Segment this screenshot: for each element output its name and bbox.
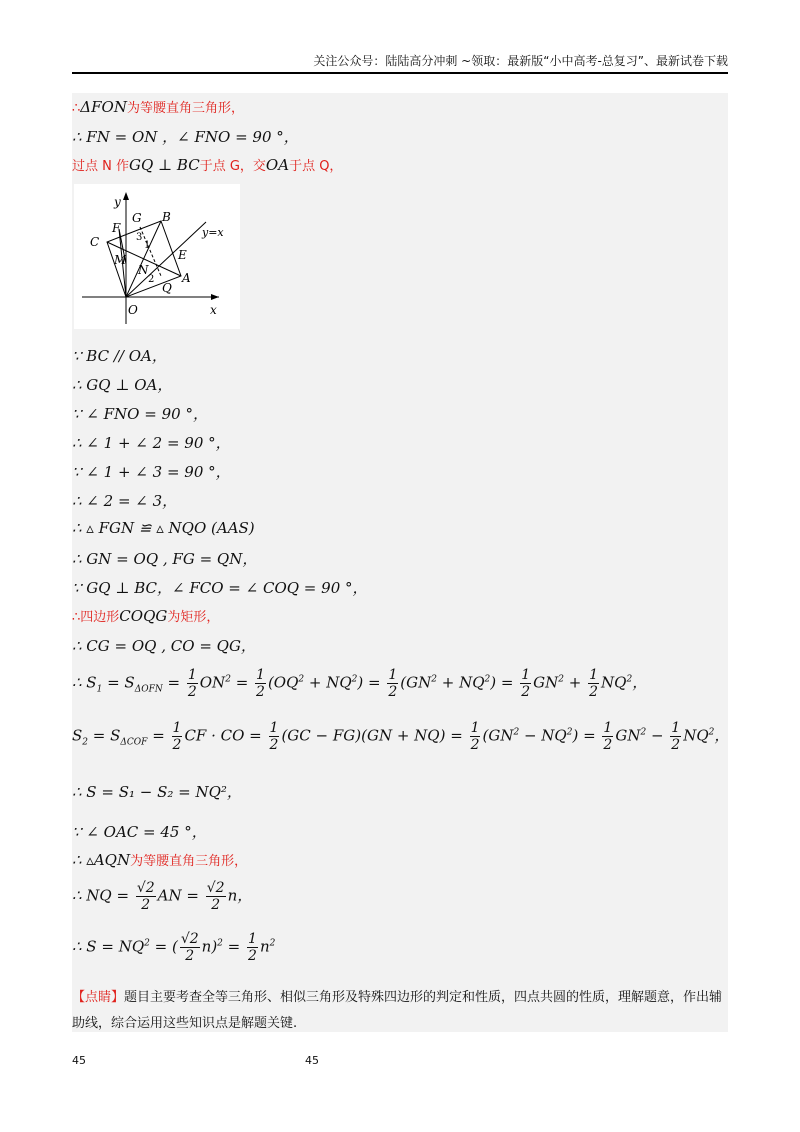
line-1-text: 为等腰直角三角形， [126,101,244,116]
line-3-text-b: 于点 G，交 [199,159,266,174]
line-15-s1-formula: ∴ $S_1 = S_{\Delta OFN}$ = $\frac{1}{2}$ $ON^2$ = $\frac{1}{2}$ $(OQ^2 + NQ^2)$ = $\frac{1}{2}$ $(GN^2 + NQ^2)$ = $\frac{1}{2}$ $GN^2$ + $\frac{1}{2}$ $NQ^2$， [72,667,648,700]
header-text: 关注公众号：陆陆高分冲刺 ~领取：最新版“小中高考-总复习”、最新试卷下载 [313,54,728,68]
svg-text:y: y [114,195,121,209]
line-13-math: COQG [119,607,168,625]
svg-text:1: 1 [144,240,151,251]
geometry-figure [74,184,240,329]
line-1-math: ΔFON [80,98,127,116]
footer-page-right: 45 [305,1054,319,1067]
line-17: ∴ S = S₁ − S₂ = NQ²， [72,783,242,801]
line-1 [72,97,244,116]
line-13 [72,606,219,625]
svg-text:E: E [178,248,187,262]
line-8: ∵ ∠ 1 + ∠ 3 = 90 °， [72,463,231,481]
line-2: ∴ FN = ON ，∠ FNO = 90 °， [72,128,299,146]
line-13-symbol: ∴ [72,610,81,625]
line-18: ∵ ∠ OAC = 45 °， [72,823,207,841]
line-19-text: 为等腰直角三角形， [130,854,248,869]
line-19-math: AQN [93,851,131,869]
line-3-text-c: 于点 Q， [289,159,343,174]
svg-text:N: N [138,263,149,277]
line-16-s2-formula: $S_2 = S_{\Delta COF}$ = $\frac{1}{2}$ CF · CO = $\frac{1}{2}$ (GC − FG)(GN + NQ) = $\frac{1}{2}$ $(GN^2 - NQ^2)$ = $\frac{1}{2}$ $GN^2$ − $\frac{1}{2}$ $NQ^2$， [72,720,730,753]
line-9: ∴ ∠ 2 = ∠ 3， [72,492,178,510]
svg-text:G: G [132,211,142,225]
line-21-s-formula: ∴ $S = NQ^2$ = ( $\frac{√2}{2}$ n)$^2$ = $\frac{1}{2}$ $n^2$ [72,931,276,964]
line-19 [72,850,247,869]
line-19-symbol: ∴ ▵ [72,851,94,869]
line-3-math-a: GQ ⊥ BC [129,156,200,174]
svg-text:M: M [114,253,127,267]
line-3-text-a: 过点 N 作 [72,159,129,174]
line-6: ∵ ∠ FNO = 90 °， [72,405,208,423]
line-4: ∵ BC // OA， [72,347,167,365]
svg-text:F: F [112,221,121,235]
key-point-tag: 【点睛】 [72,990,125,1005]
svg-text:2: 2 [148,274,155,285]
line-13-text-a: 四边形 [80,610,120,625]
svg-text:B: B [162,210,171,224]
svg-text:3: 3 [136,232,143,243]
line-1-symbol: ∴ [72,101,81,116]
svg-text:y=x: y=x [202,226,224,239]
svg-text:O: O [128,303,138,317]
line-11: ∴ GN = OQ , FG = QN， [72,550,258,568]
line-13-text-b: 为矩形， [167,610,220,625]
svg-text:x: x [210,303,217,317]
key-point-text: 题目主要考查全等三角形、相似三角形及特殊四边形的判定和性质，四点共圆的性质，理解题意，作出辅助线，综合运用这些知识点是解题关键. [72,990,723,1031]
line-3-math-b: OA [265,156,290,174]
svg-text:C: C [90,235,100,249]
svg-text:A: A [182,271,191,285]
key-point-note [72,985,728,1037]
footer-page-left: 45 [72,1054,86,1067]
line-14: ∴ CG = OQ , CO = QG， [72,637,256,655]
solution-content [72,93,728,1032]
svg-text:Q: Q [162,281,172,295]
line-3 [72,155,342,174]
line-12: ∵ GQ ⊥ BC，∠ FCO = ∠ COQ = 90 °， [72,579,368,597]
line-7: ∴ ∠ 1 + ∠ 2 = 90 °， [72,434,231,452]
page-header [72,52,728,74]
line-20-nq-formula: ∴ NQ = $\frac{√2}{2}$ AN = $\frac{√2}{2}$ n， [72,880,253,913]
line-5: ∴ GQ ⊥ OA， [72,376,173,394]
line-10: ∴ ▵ FGN ≌ ▵ NQO (AAS) [72,519,255,537]
